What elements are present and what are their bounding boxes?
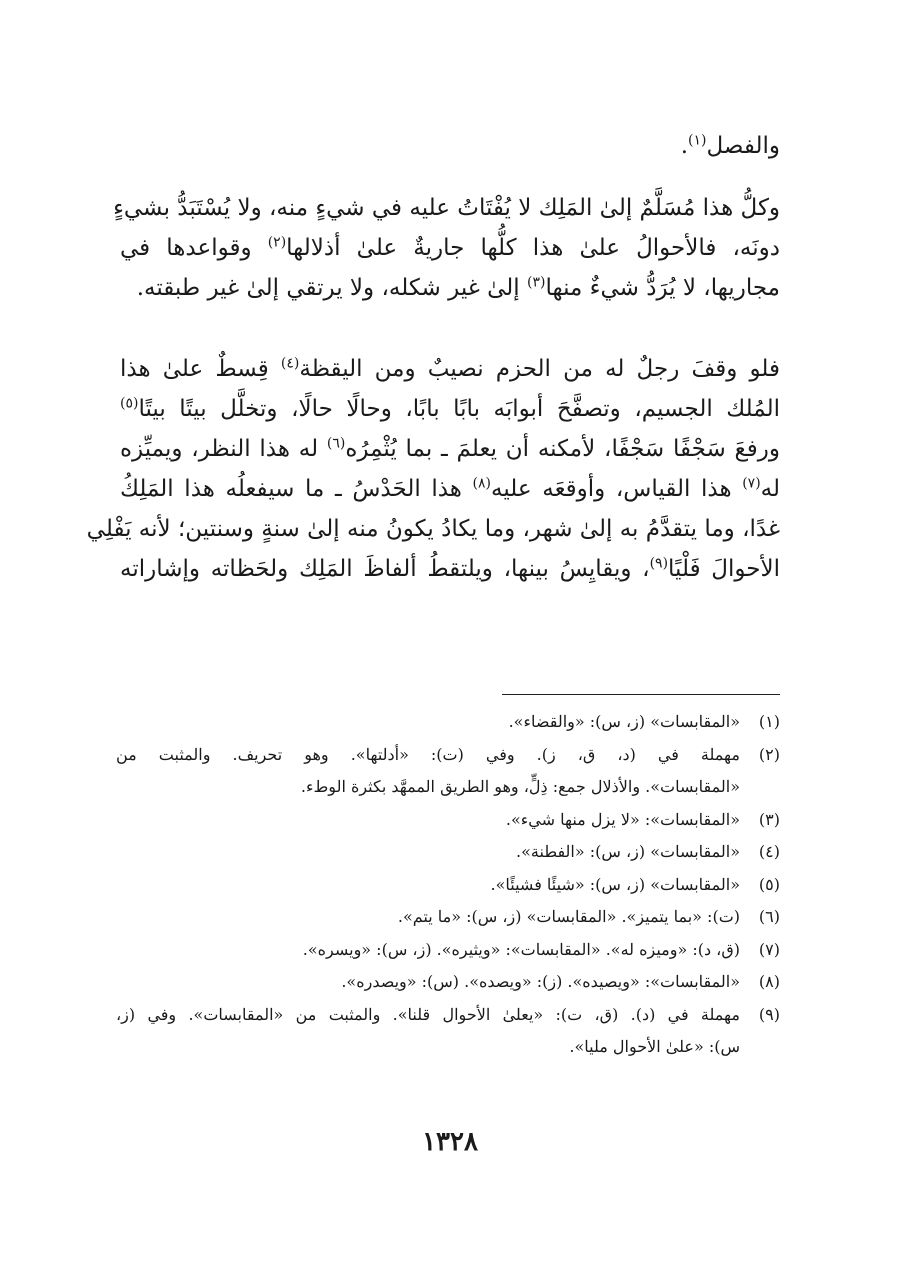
footnote-number: (٧) bbox=[758, 939, 780, 959]
footnote-reference[interactable]: (٢) bbox=[267, 234, 287, 251]
paragraph-1 bbox=[120, 126, 780, 166]
footnote-text: مهملة في (د، ق، ز). وفي (ت): «أدلتها». وهو تحريف. والمثبت من bbox=[116, 744, 740, 764]
text-line: الأحوالَ فَلْيًا$^{(٩)}$، ويقايِسُ بينها، ويلتقطُ ألفاظَ المَلِك ولحَظاته وإشاراته bbox=[120, 555, 781, 582]
footnote-text: «المقابسات»: «ويصيده». (ز): «ويصده». (س): «ويصدره». bbox=[341, 972, 740, 991]
footnote-reference[interactable]: (٤) bbox=[280, 355, 300, 372]
footnote-number: (٢) bbox=[758, 744, 780, 764]
footnote-number: (٤) bbox=[758, 842, 780, 861]
text-line: فلو وقفَ رجلٌ له من الحزم نصيبٌ ومن اليقظة$^{(٤)}$ قِسطٌ علىٰ هذا bbox=[120, 355, 780, 382]
footnote-reference[interactable]: (٩) bbox=[649, 555, 669, 572]
footnote-reference[interactable]: (٨) bbox=[472, 475, 492, 492]
footnote-number: (٥) bbox=[758, 874, 780, 894]
footnote-number: (١) bbox=[758, 712, 780, 731]
footnote-item bbox=[116, 869, 780, 902]
footnote-item bbox=[116, 934, 780, 967]
text-line: مجاريها، لا يُرَدُّ شيءٌ منها$^{(٣)}$ إلىٰ غير شكله، ولا يرتقي إلىٰ غير طبقته. bbox=[136, 274, 780, 301]
footnote-reference[interactable]: (١) bbox=[688, 132, 707, 149]
footnote-separator bbox=[502, 694, 780, 695]
footnote-text: مهملة في (د). (ق، ت): «يعلىٰ الأحوال قلنا». والمثبت من «المقابسات». وفي (ز، bbox=[116, 1004, 740, 1024]
footnote-item bbox=[116, 966, 780, 999]
footnote-reference[interactable]: (٣) bbox=[526, 274, 546, 291]
footnote-text: «المقابسات» (ز، س): «الفطنة». bbox=[516, 842, 740, 861]
page-number: ١٣٢٨ bbox=[422, 1127, 478, 1157]
footnote-text: (ق، د): «وميزه له». «المقابسات»: «ويثيره». (ز، س): «ويسره». bbox=[302, 939, 740, 959]
footnote-text: «المقابسات». والأذلال جمع: ذِلٍّ، وهو الطريق الممهَّد بكثرة الوطء. bbox=[300, 777, 740, 796]
footnotes bbox=[116, 706, 780, 1064]
footnote-item bbox=[116, 739, 780, 804]
footnote-item bbox=[116, 836, 780, 869]
footnote-number: (٨) bbox=[758, 972, 780, 991]
footnote-item bbox=[116, 999, 780, 1064]
footnote-reference[interactable]: (٦) bbox=[326, 435, 346, 452]
paragraph-2 bbox=[113, 188, 781, 308]
text-line: وكلُّ هذا مُسَلَّمٌ إلىٰ المَلِك لا يُفْتَاتُ عليه في شيءٍ منه، ولا يُسْتَبَدُّ بشيءٍ bbox=[113, 195, 780, 221]
footnote-text: «المقابسات» (ز، س): «شيئًا فشيئًا». bbox=[490, 874, 740, 894]
text-line: ورفعَ سَجْفًا سَجْفًا، لأمكنه أن يعلمَ ـ بما يُثْمِرُه$^{(٦)}$ له هذا النظر، ويميِّزه bbox=[120, 435, 780, 462]
text-line: والفصل$^{(١)}$. bbox=[680, 132, 780, 159]
footnote-reference[interactable]: (٧) bbox=[742, 475, 761, 492]
footnote-number: (٩) bbox=[758, 1004, 780, 1024]
footnote-text: «المقابسات»: «لا يزل منها شيء». bbox=[505, 809, 740, 829]
text-line: له$^{(٧)}$ هذا القياس، وأوقعَه عليه$^{(٨)}$ هذا الحَدْسُ ـ ما سيفعلُه هذا المَلِكُ bbox=[120, 475, 781, 502]
text-line: دونَه، فالأحوالُ علىٰ هذا كلُّها جاريةٌ علىٰ أذلالها$^{(٢)}$ وقواعدها في bbox=[120, 234, 781, 261]
footnote-text: س): «علىٰ الأحوال مليا». bbox=[569, 1037, 740, 1056]
footnote-number: (٦) bbox=[758, 907, 780, 926]
footnote-number: (٣) bbox=[758, 809, 780, 829]
footnote-item bbox=[116, 804, 780, 837]
text-line: المُلك الجسيم، وتصفَّحَ أبوابَه بابًا بابًا، وحالًا حالًا، وتخلَّل بيتًا بيتًا$^{(٥)}$ bbox=[120, 395, 780, 422]
footnote-text: «المقابسات» (ز، س): «والقضاء». bbox=[508, 712, 740, 731]
paragraph-3 bbox=[86, 349, 781, 589]
footnote-item bbox=[116, 706, 780, 739]
footnote-reference[interactable]: (٥) bbox=[120, 395, 139, 412]
footnote-item bbox=[116, 901, 780, 934]
footnote-text: (ت): «بما يتميز». «المقابسات» (ز، س): «ما يتم». bbox=[397, 907, 740, 926]
text-line: غدًا، وما يتقدَّمُ به إلىٰ شهر، وما يكادُ يكونُ منه إلىٰ سنةٍ وسنتين؛ لأنه يَفْلِي bbox=[86, 516, 780, 542]
